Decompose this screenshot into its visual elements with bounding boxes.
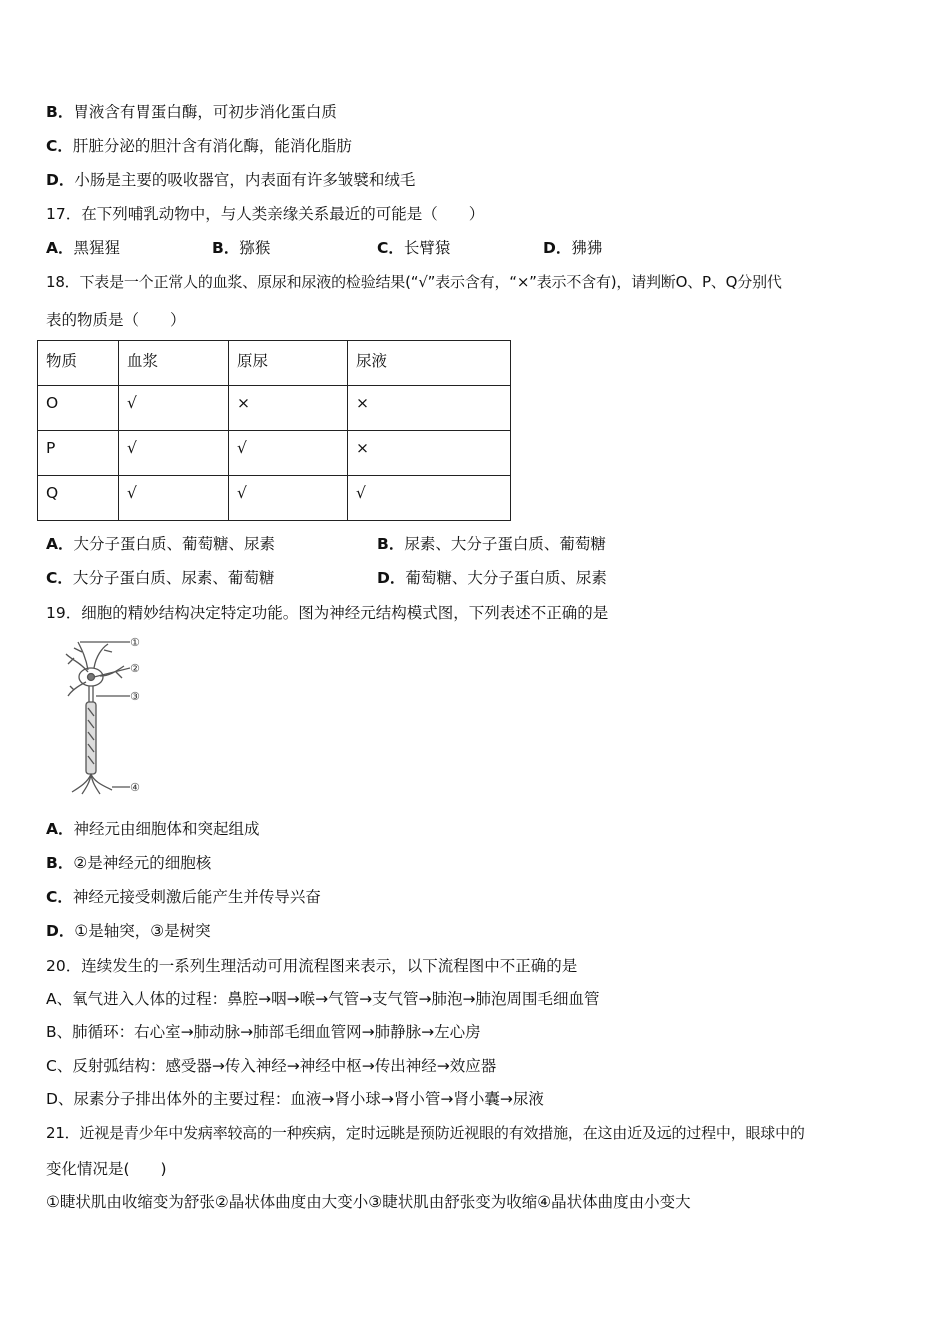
table-row xyxy=(38,386,511,431)
q18-option-d: D．葡萄糖、大分子蛋白质、尿素 xyxy=(377,569,607,587)
figure-label-4: ④ xyxy=(130,781,140,794)
table-header-cell: 尿液 xyxy=(348,341,511,386)
table-cell: √ xyxy=(348,476,511,521)
figure-label-3: ③ xyxy=(130,690,140,703)
table-cell: √ xyxy=(229,431,348,476)
table-cell: × xyxy=(348,386,511,431)
q20-stem: 20．连续发生的一系列生理活动可用流程图来表示，以下流程图中不正确的是 xyxy=(46,957,578,975)
q21-stem-line2: 变化情况是( ) xyxy=(46,1160,167,1178)
table-cell: √ xyxy=(119,476,229,521)
table-cell: √ xyxy=(229,476,348,521)
q17-option-b: B．猕猴 xyxy=(212,239,271,257)
q19-option-b: B．②是神经元的细胞核 xyxy=(46,854,212,872)
table-cell: Q xyxy=(38,476,119,521)
nucleus xyxy=(88,674,95,681)
q20-option-a: A、氧气进入人体的过程：鼻腔→咽→喉→气管→支气管→肺泡→肺泡周围毛细血管 xyxy=(46,990,600,1008)
q16-option-d: D．小肠是主要的吸收器官，内表面有许多皱襞和绒毛 xyxy=(46,171,416,189)
table-row xyxy=(38,476,511,521)
table-header-cell: 物质 xyxy=(38,341,119,386)
q18-stem-line1: 18．下表是一个正常人的血浆、原尿和尿液的检验结果(“√”表示含有，“×”表示不含有)，请判断O、P、Q分别代 xyxy=(46,273,782,291)
q17-option-d: D．狒狒 xyxy=(543,239,603,257)
q18-stem-line2: 表的物质是（ ） xyxy=(46,311,186,329)
q16-option-c: C．肝脏分泌的胆汁含有消化酶，能消化脂肪 xyxy=(46,137,352,155)
figure-label-1: ① xyxy=(130,636,140,649)
table-cell: O xyxy=(38,386,119,431)
q18-table xyxy=(37,340,511,521)
q20-option-b: B、肺循环：右心室→肺动脉→肺部毛细血管网→肺静脉→左心房 xyxy=(46,1023,481,1041)
table-header-cell: 血浆 xyxy=(119,341,229,386)
table-cell: √ xyxy=(119,386,229,431)
table-header-row xyxy=(38,341,511,386)
q17-option-a: A．黑猩猩 xyxy=(46,239,121,257)
q19-option-c: C．神经元接受刺激后能产生并传导兴奋 xyxy=(46,888,321,906)
table-cell: × xyxy=(348,431,511,476)
q18-option-a: A．大分子蛋白质、葡萄糖、尿素 xyxy=(46,535,276,553)
q18-option-c: C．大分子蛋白质、尿素、葡萄糖 xyxy=(46,569,275,587)
q20-option-d: D、尿素分子排出体外的主要过程：血液→肾小球→肾小管→肾小囊→尿液 xyxy=(46,1090,544,1108)
table-cell: √ xyxy=(119,431,229,476)
q19-option-a: A．神经元由细胞体和突起组成 xyxy=(46,820,260,838)
q19-stem: 19．细胞的精妙结构决定特定功能。图为神经元结构模式图，下列表述不正确的是 xyxy=(46,604,609,622)
table-cell: P xyxy=(38,431,119,476)
figure-label-2: ② xyxy=(130,662,140,675)
table-header-cell: 原尿 xyxy=(229,341,348,386)
q18-option-b: B．尿素、大分子蛋白质、葡萄糖 xyxy=(377,535,606,553)
q19-option-d: D．①是轴突，③是树突 xyxy=(46,922,211,940)
table-row xyxy=(38,431,511,476)
table-cell: × xyxy=(229,386,348,431)
q21-stem-line1: 21．近视是青少年中发病率较高的一种疾病，定时远眺是预防近视眼的有效措施，在这由近及远的过程中，眼球中的 xyxy=(46,1124,805,1142)
neuron-diagram xyxy=(60,632,160,797)
q21-items: ①睫状肌由收缩变为舒张②晶状体曲度由大变小③睫状肌由舒张变为收缩④晶状体曲度由小变大 xyxy=(46,1193,691,1211)
q16-option-b: B．胃液含有胃蛋白酶，可初步消化蛋白质 xyxy=(46,103,337,121)
q17-option-c: C．长臂猿 xyxy=(377,239,451,257)
q17-stem: 17．在下列哺乳动物中，与人类亲缘关系最近的可能是（ ） xyxy=(46,205,485,223)
q20-option-c: C、反射弧结构：感受器→传入神经→神经中枢→传出神经→效应器 xyxy=(46,1057,497,1075)
